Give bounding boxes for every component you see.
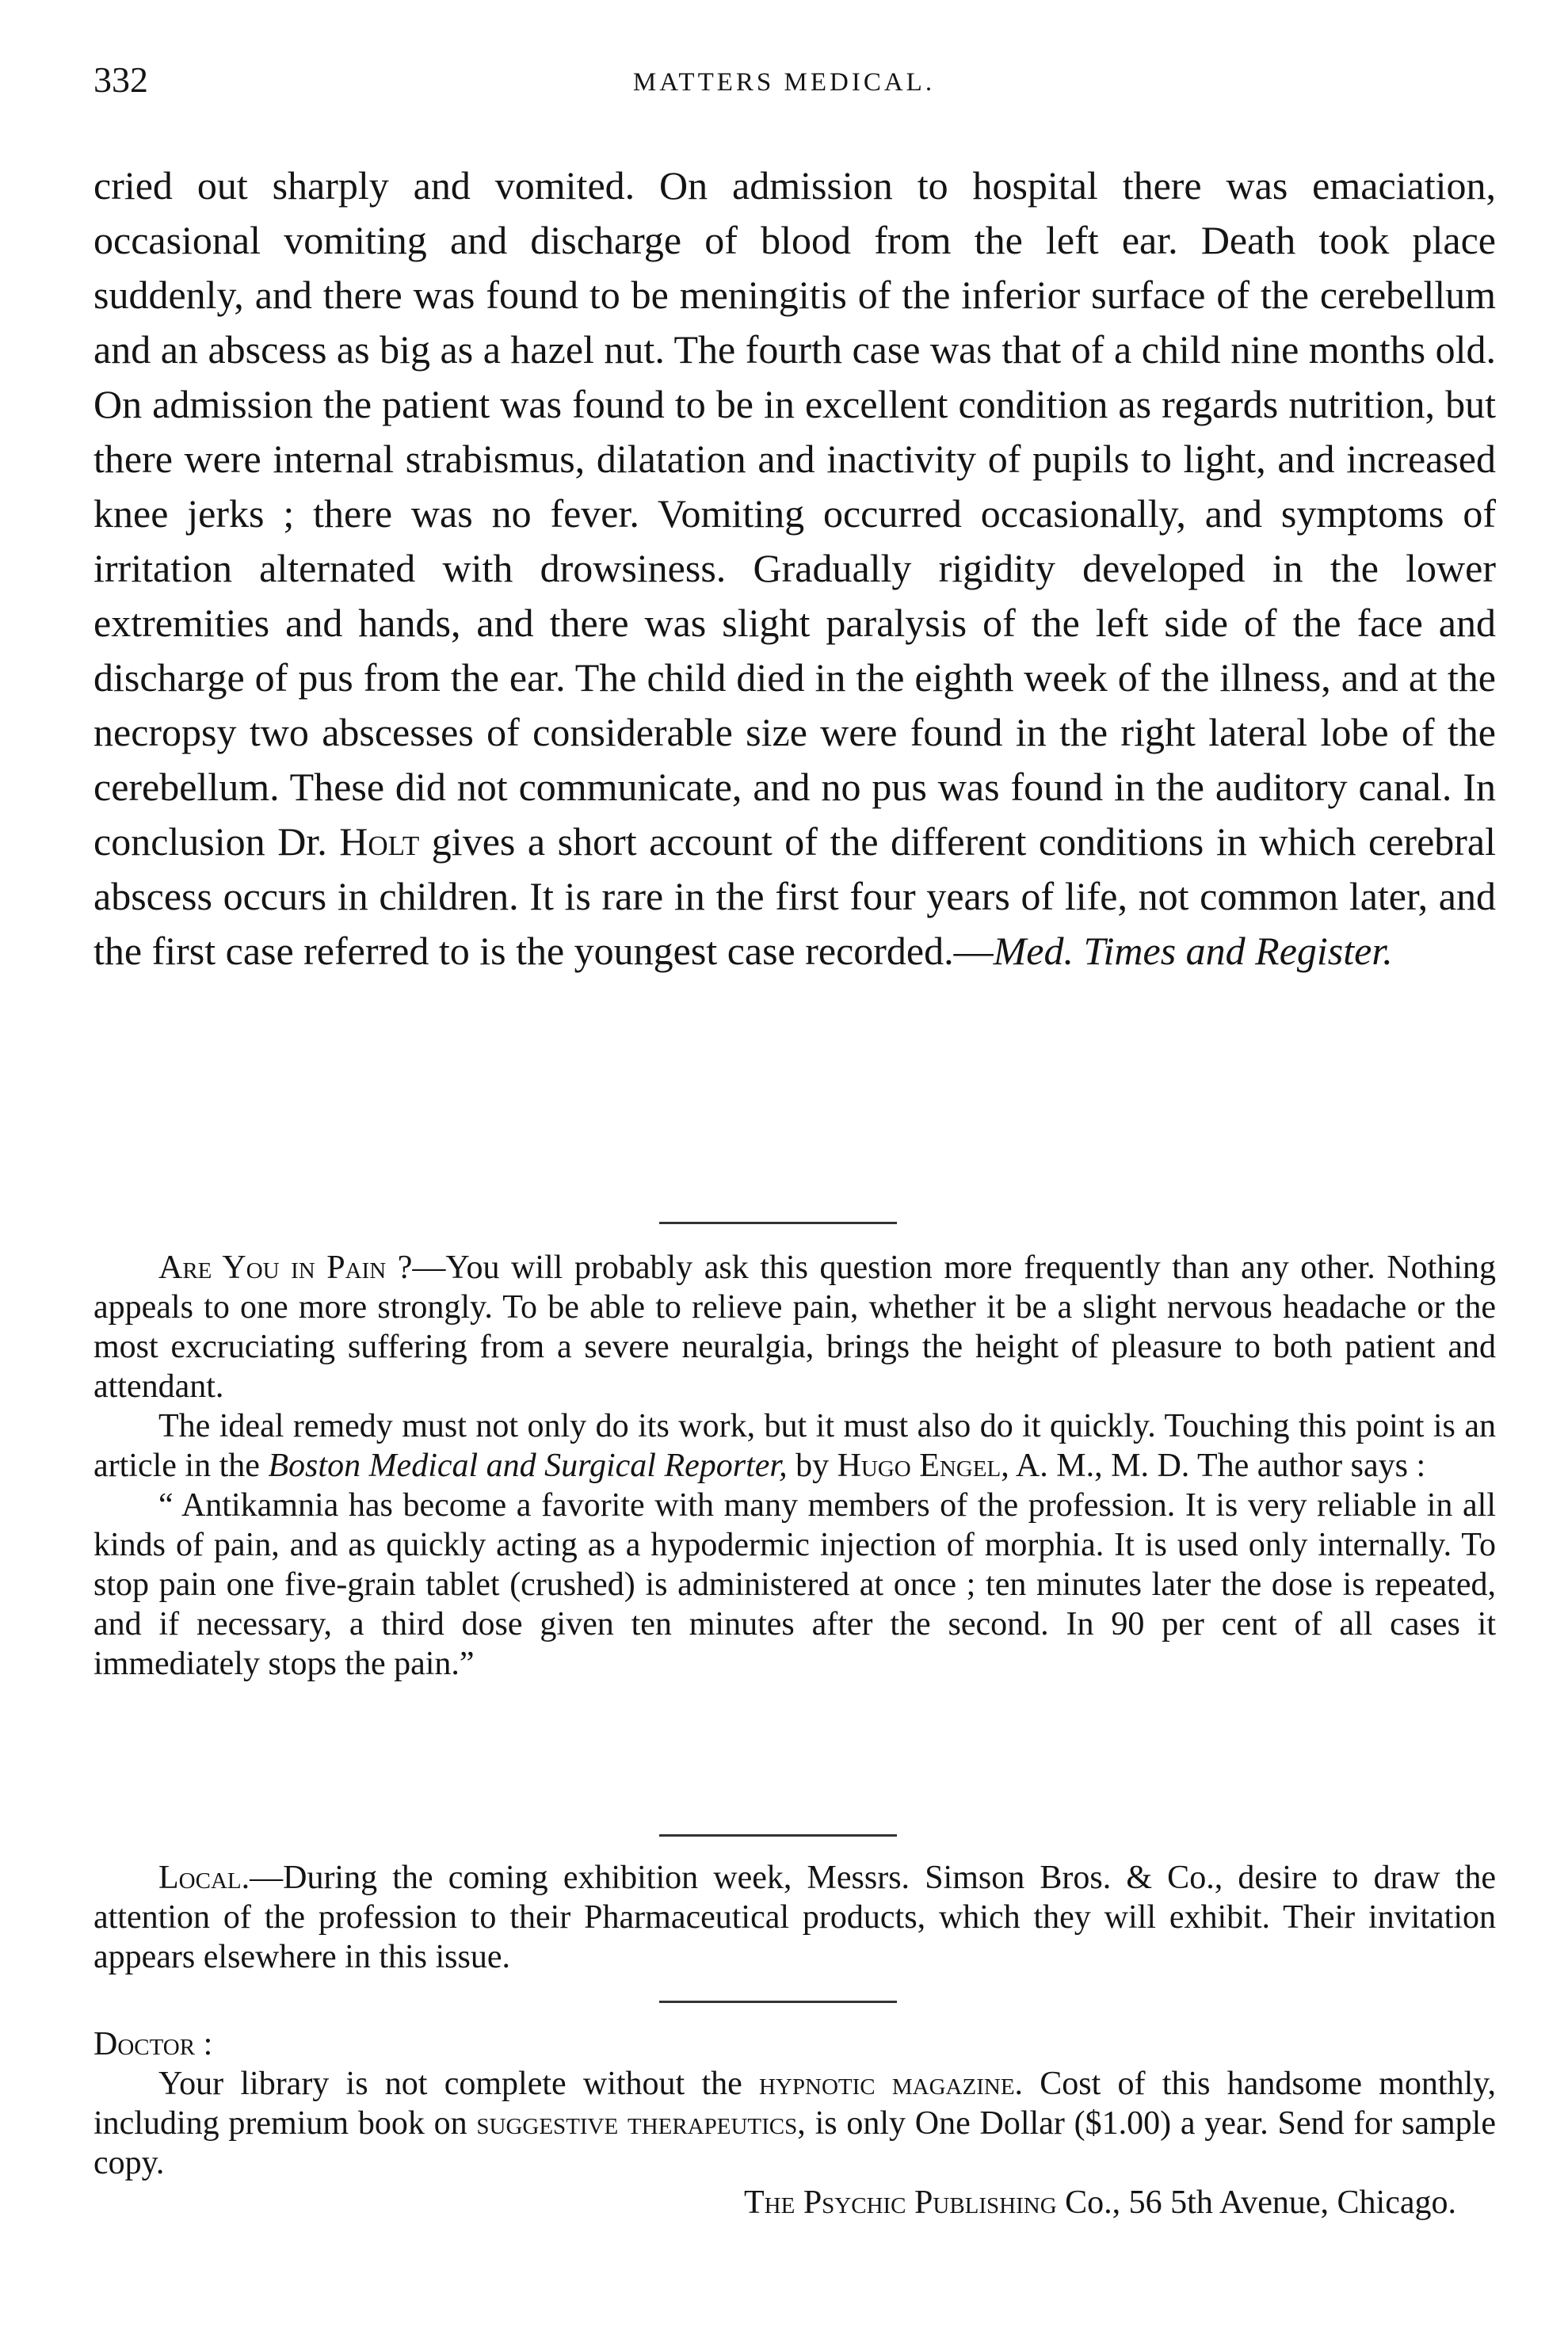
main-text-part2: gives a short account of the different conditions in which cerebral abscess occurs in children. It is rare in the first four years of life, not common later, and the first case referred to is the youngest case recorded.— xyxy=(93,819,1497,973)
journal-title: Boston Medical and Surgical Reporter, xyxy=(268,1448,788,1484)
section-divider xyxy=(659,1834,897,1837)
author-name: Hugo Engel, xyxy=(837,1448,1009,1484)
article-heading: Doctor : xyxy=(93,2026,213,2062)
article-are-you-in-pain xyxy=(93,1248,1496,1684)
article-paragraph xyxy=(93,1248,1496,1406)
article-text: A. M., M. D. The author says : xyxy=(1015,1448,1426,1484)
article-text: —During the coming exhibition week, Messrs. Simson Bros. & Co., desire to draw the attention of the profession to their Pharmaceutical products, which they will exhibit. Their invitation appears elsewhere in this issue. xyxy=(93,1860,1496,1975)
article-text: is only One Dollar ($1.00) a year. Send for sample copy. xyxy=(93,2105,1496,2181)
article-paragraph xyxy=(93,1406,1496,1486)
article-paragraph xyxy=(93,1858,1496,1977)
page-number: 332 xyxy=(93,59,148,100)
quotation-paragraph: “ Antikamnia has become a favorite with many members of the profession. It is very reliable in all kinds of pain, and as quickly acting as a hypodermic injection of morphia. It is used only internally. To stop pain one five-grain tablet (crushed) is administered at once ; ten minutes later the dose is repeated, and if necessary, a third dose given ten minutes after the second. In 90 per cent of all cases it immediately stops the pain.” xyxy=(93,1487,1496,1682)
article-text: Cost of this handsome monthly, including premium book on xyxy=(93,2066,1497,2142)
author-name: Holt xyxy=(339,819,420,864)
article-text: —You will probably ask this question more frequently than any other. Nothing appeals to one more strongly. To be able to relieve pain, whether it be a slight nervous headache or the most excruciating suffering from a severe neuralgia, brings the height of pleasure to both patient and attendant. xyxy=(93,1250,1496,1405)
article-heading: Are You in Pain ? xyxy=(158,1250,413,1286)
publisher-address: Co., 56 5th Avenue, Chicago. xyxy=(1065,2184,1456,2221)
publisher-name: The Psychic Publishing xyxy=(744,2184,1057,2221)
citation: Med. Times and Register. xyxy=(993,929,1393,973)
book-title: suggestive therapeutics, xyxy=(476,2105,806,2142)
article-text: The ideal remedy must not only do its work, but it must also do it quickly. Touching this point is an article in the xyxy=(93,1408,1496,1484)
main-text-part1: cried out sharply and vomited. On admission to hospital there was emaciation, occasional vomiting and discharge of blood from the left ear. Death took place suddenly, and there was found to be meningitis of the inferior surface of the cerebellum and an abscess as big as a hazel nut. The fourth case was that of a child nine months old. On admission the patient was found to be in excellent condition as regards nutrition, but there were internal strabismus, dilatation and inactivity of pupils to light, and increased knee jerks ; there was no fever. Vomiting occurred occasionally, and symptoms of irritation alternated with drowsiness. Gradually rigidity developed in the lower extremities and hands, and there was slight paralysis of the left side of the face and discharge of pus from the ear. The child died in the eighth week of the illness, and at the necropsy two abscesses of considerable size were found in the right lateral lobe of the cerebellum. These did not communicate, and no pus was found in the auditory canal. In conclusion Dr. xyxy=(93,163,1496,864)
publisher-signoff xyxy=(93,2183,1496,2222)
running-head: MATTERS MEDICAL. xyxy=(632,68,936,97)
magazine-name: hypnotic magazine. xyxy=(759,2066,1024,2102)
section-divider xyxy=(659,1222,897,1224)
article-heading: Local. xyxy=(158,1860,250,1896)
main-paragraph xyxy=(93,158,1496,979)
section-divider xyxy=(659,2001,897,2003)
article-local xyxy=(93,1858,1496,1977)
article-text: by xyxy=(795,1448,830,1484)
advertisement-doctor xyxy=(93,2024,1496,2222)
article-text: Your library is not complete without the xyxy=(158,2066,742,2102)
article-paragraph xyxy=(93,2064,1496,2183)
